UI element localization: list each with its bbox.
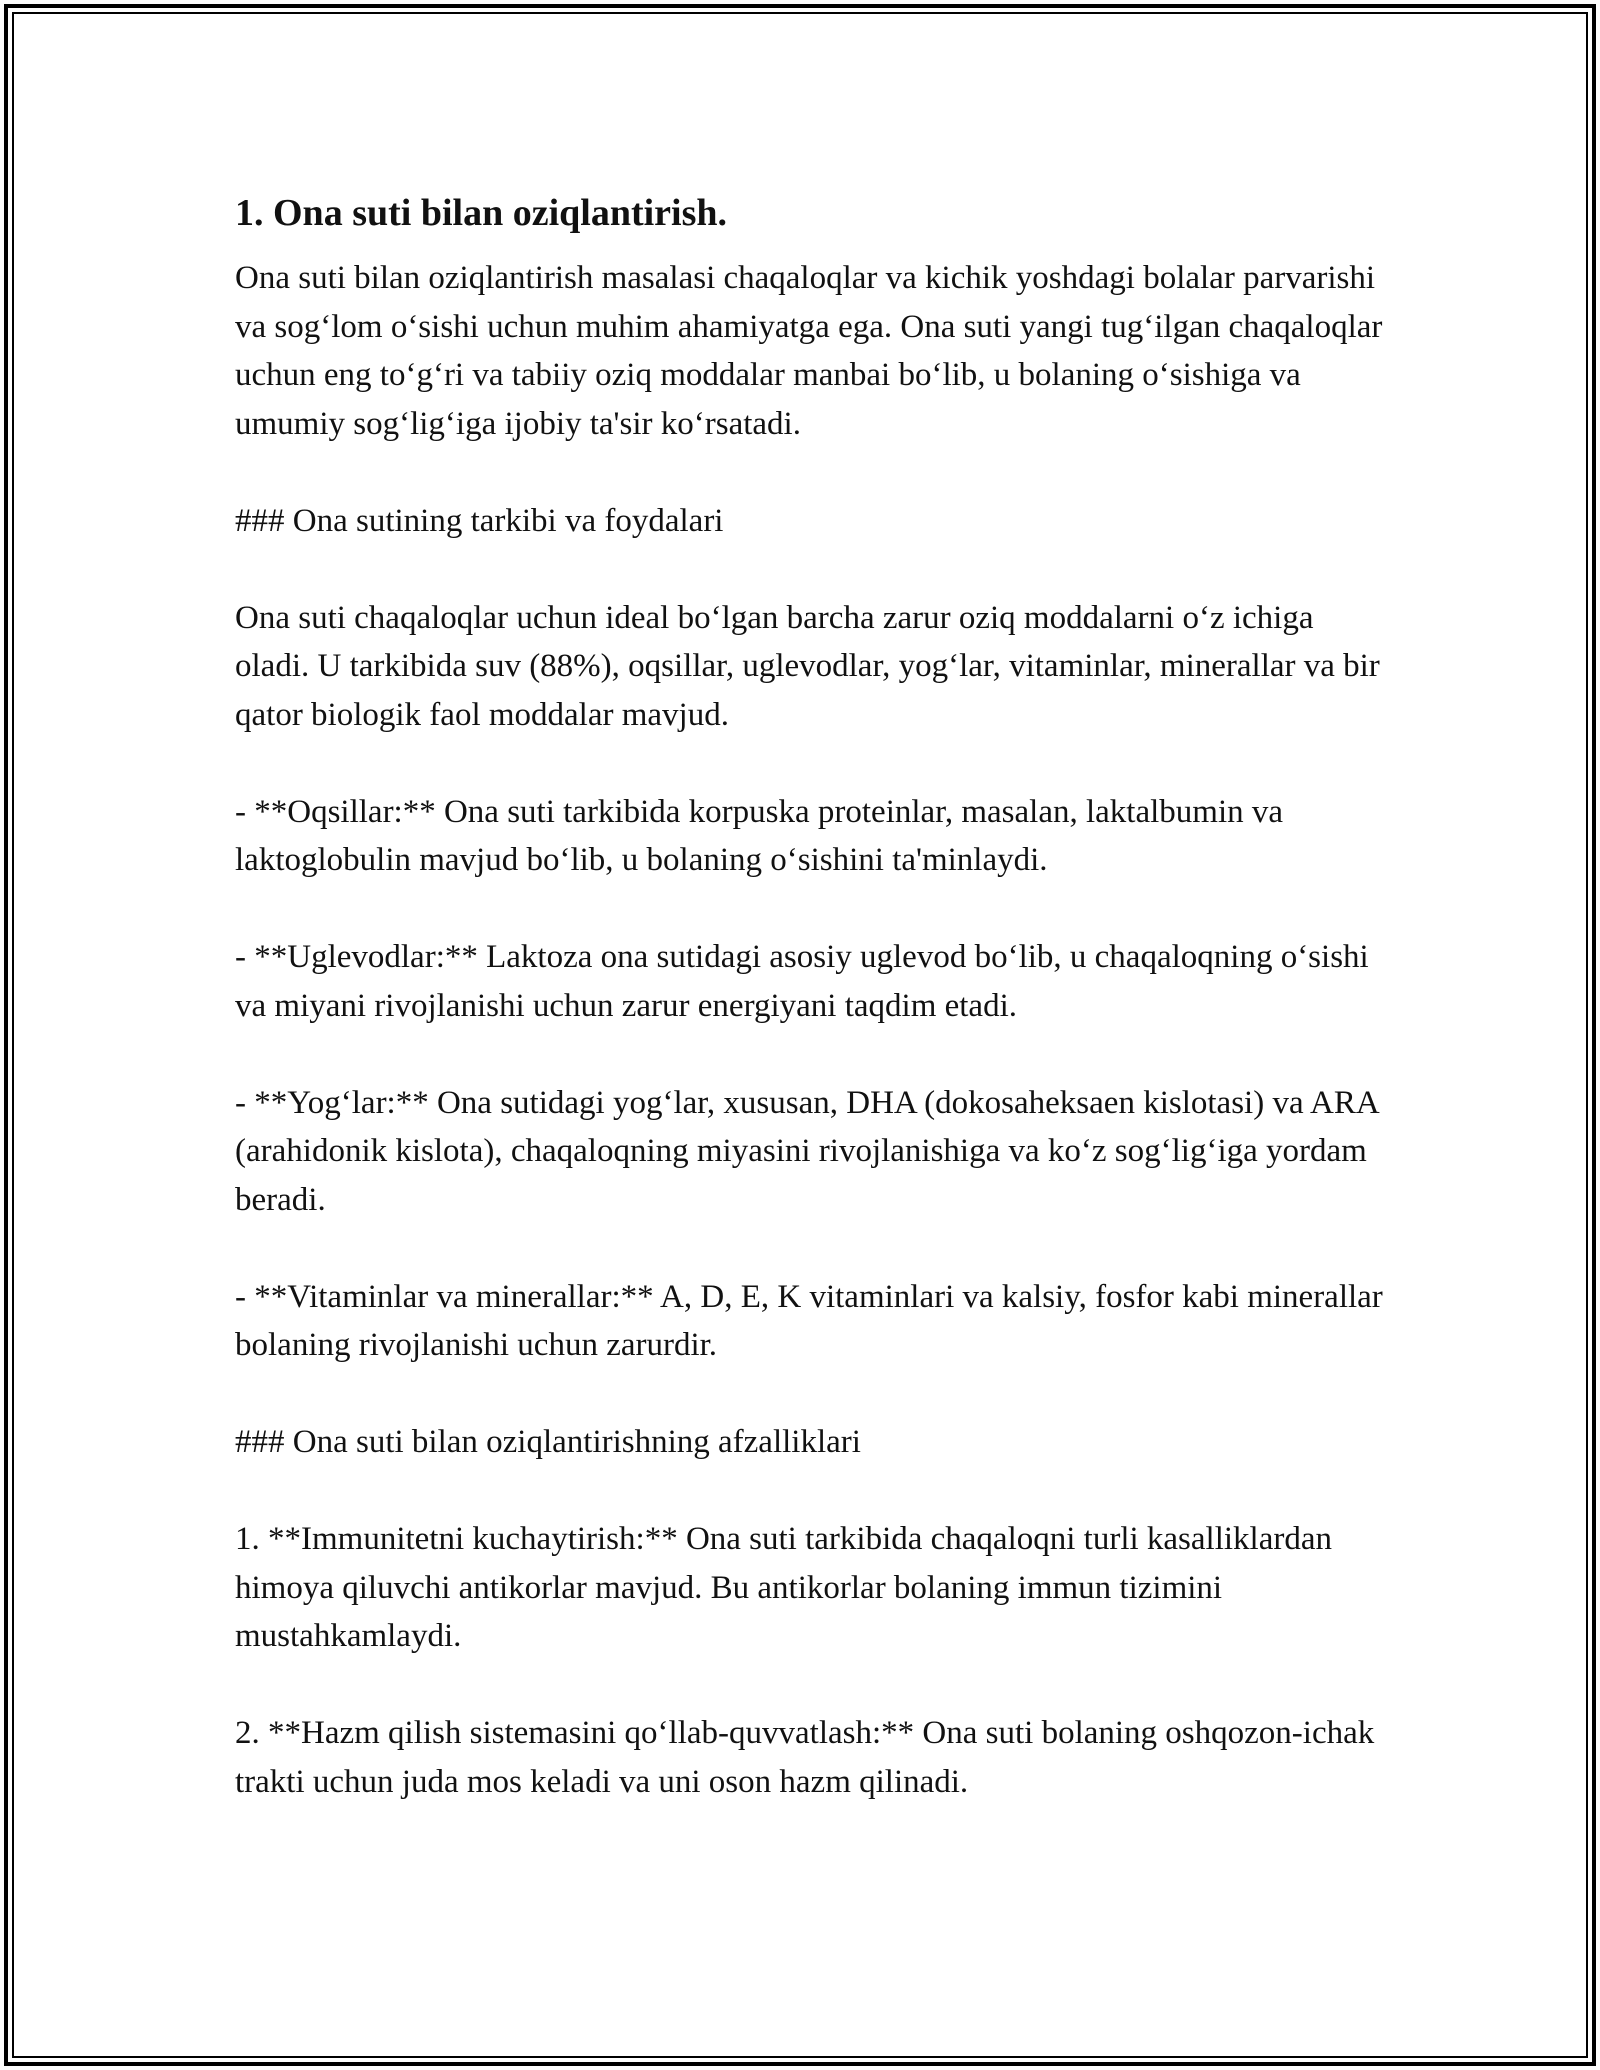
list-item-carbohydrates: - **Uglevodlar:** Laktoza ona sutidagi asosiy uglevod bo‘lib, u chaqaloqning o‘sishi va miyani rivojlanishi uchun zarur energiyani taqdim etadi. <box>235 939 1369 1024</box>
intro-paragraph: Ona suti bilan oziqlantirish masalasi chaqaloqlar va kichik yoshdagi bolalar parvarishi va sog‘lom o‘sishi uchun muhim ahamiyatga ega. Ona suti yangi tug‘ilgan chaqaloqlar uchun eng to‘g‘ri va tabiiy oziq moddalar manbai bo‘lib, u bolaning o‘sishiga va umumiy sog‘lig‘iga ijobiy ta'sir ko‘rsatadi. <box>235 260 1383 442</box>
section-heading-advantages: ### Ona suti bilan oziqlantirishning afzalliklari <box>235 1424 861 1460</box>
list-item-digestion: 2. **Hazm qilish sistemasini qo‘llab-quvvatlash:** Ona suti bolaning oshqozon-ichak trakti uchun juda mos keladi va uni oson hazm qilinadi. <box>235 1715 1375 1800</box>
list-item-proteins: - **Oqsillar:** Ona suti tarkibida korpuska proteinlar, masalan, laktalbumin va laktoglobulin mavjud bo‘lib, u bolaning o‘sishini ta'minlaydi. <box>235 793 1284 878</box>
document-title: 1. Ona suti bilan oziqlantirish. <box>235 192 728 234</box>
document-body <box>235 182 1395 1806</box>
list-item-fats: - **Yog‘lar:** Ona sutidagi yog‘lar, xususan, DHA (dokosaheksaen kislotasi) va ARA (arahidonik kislota), chaqaloqning miyasini rivojlanishiga va ko‘z sog‘lig‘iga yordam beradi. <box>235 1084 1378 1218</box>
composition-paragraph: Ona suti chaqaloqlar uchun ideal bo‘lgan barcha zarur oziq moddalarni o‘z ichiga oladi. U tarkibida suv (88%), oqsillar, uglevodlar, yog‘lar, vitaminlar, minerallar va bir qator biologik faol moddalar mavjud. <box>235 599 1380 733</box>
list-item-immunity: 1. **Immunitetni kuchaytirish:** Ona suti tarkibida chaqaloqni turli kasalliklardan himoya qiluvchi antikorlar mavjud. Bu antikorlar bolaning immun tizimini mustahkamlaydi. <box>235 1521 1333 1654</box>
section-heading-composition: ### Ona sutining tarkibi va foydalari <box>235 502 724 539</box>
list-item-vitamins-minerals: - **Vitaminlar va minerallar:** A, D, E, K vitaminlari va kalsiy, fosfor kabi minerallar bolaning rivojlanishi uchun zarurdir. <box>235 1278 1383 1363</box>
